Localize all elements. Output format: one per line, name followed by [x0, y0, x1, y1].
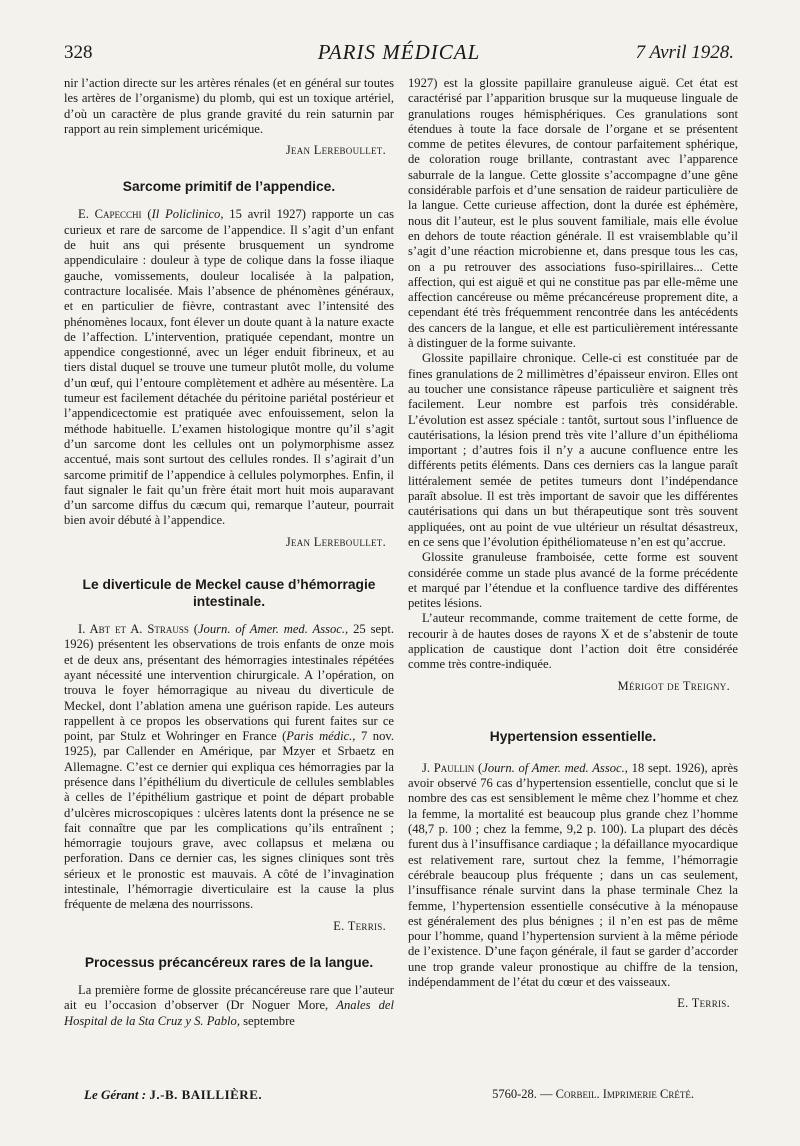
sarcome-author: E. Capecchi: [78, 207, 142, 222]
meckel-text: 25 sept. 1926) présentent les observations de trois enfants de onze mois et de deux ans, présentant des hémorragies intestinales répétées ayant nécessité une intervention chirurgicale. A l’opération, on trouva le foyer hémorragique au niveau du diverticule de Meckel, dont l’ablation amena une guérison rapide. Les auteurs rappellent à ce propos les observations qui furent faites sur ce point, par Stulz et Wohringer en France (: [64, 622, 395, 744]
sarcome-paragraph: E. Capecchi (Il Policlinico, 15 avril 1927) rapporte un cas curieux et rare de sarcome de l’appendice. Il s’agit d’un enfant de huit ans qui présente brusquement un syndrome appendiculaire : douleur à type de colique dans la fosse iliaque gauche, vomissements, douleur localisée à la palpation, contracture localisée. Mais l’absence de phénomènes généraux, et en particulier de fièvre, contrastant avec l’intensité des phénomènes locaux, font élever un doute quant à la nature exacte de l’affection. L’intervention, pratiquée cependant, montre un appendice congestionné, avec un léger enduit fibrineux, et au tiers distal duquel se trouve une tumeur plutôt molle, du volume d’un œuf, qui l’entoure complètement et adhère au mésentère. La tumeur est facilement détachée du péritoine pariétal postérieur et l’appendicectomie est pratiquée avec enfouissement, selon la méthode habituelle. L’examen histologique montre qu’il s’agit d’un sarcome dont les cellules ont un polymorphisme assez accentué, mais sont surtout des cellules rondes. Il s’agirait d’un sarcome primitif de l’appendice à cellules polymorphes. Enfin, il faut signaler le fait qu’un frère était mort huit mois auparavant d’un sarcome diffus du cæcum qui, remarque l’auteur, pourrait bien avoir débuté à l’appendice.: [64, 207, 395, 528]
precancereux-text: La première forme de glossite précancéreuse rare que l’auteur ait eu l’occasion d’observer (Dr Noguer More,: [64, 982, 394, 1013]
section-title-hypertension: Hypertension essentielle.: [489, 728, 657, 744]
precancereux-signature: Mérigot de Treigny.: [617, 678, 730, 693]
glossite-aigue-paragraph: 1927) est la glossite papillaire granuleuse aiguë. Cet état est caractérisé par l’apparition brusque sur la muqueuse linguale de granulations rouges hémisphériques. Ces granulations sont étendues à toute la face dorsale de l’organe et se présentent comme de petites élevures, de contour parfaitement sphérique, de coloration rouge brillante, contrastant avec l’apparence saburrale de la langue. Cette glossite s’accompagne d’une gêne considérable parfois et d’une sensation de raideur particulière de la langue. Cette curieuse affection, dont la durée est éphémère, nous dit l’auteur, est le plus souvent familiale, mais elle évolue en dehors de toute réaction générale. Il est vraisemblable qu’il s’agit d’une réaction microbienne et, dans presque tous les cas, on a pu retrouver des associations fuso-spirillaires... Cette affection, qui est aiguë et qui ne constitue pas par elle-même une affection cancéreuse ou même précancéreuse proprement dite, a cependant été très fréquemment rencontrée dans les antécédents des cancers de la langue, et elle est particulièrement intéressante à distinguer de la forme suivante.: [408, 76, 738, 351]
meckel-signature: E. Terris.: [333, 918, 386, 933]
hypertension-signature: E. Terris.: [677, 996, 730, 1011]
meckel-authors: I. Abt et A. Strauss: [78, 622, 189, 637]
glossite-framboisee-paragraph: Glossite granuleuse framboisée, cette forme est souvent considérée comme un stade plus avancé de la forme précédente et marqué par l’étendue et la confluence tardive des différentes petites lésions.: [408, 550, 738, 611]
traitement-paragraph: L’auteur recommande, comme traitement de cette forme, de recourir à de hautes doses de rayons X et de s’abstenir de toute application de caustique dont l’action doit être considérée comme très contre-indiquée.: [408, 611, 738, 672]
printer-line: 5760-28. — Corbeil. Imprimerie Crété.: [492, 1087, 694, 1101]
intro-signature: Jean Lereboullet.: [285, 143, 386, 158]
meckel-paragraph: I. Abt et A. Strauss (Journ. of Amer. med. Assoc., 25 sept. 1926) présentent les observations de trois enfants de onze mois et de deux ans, présentant des hémorragies intestinales répétées ayant nécessité une intervention chirurgicale. A l’opération, on trouva le foyer hémorragique au niveau du diverticule de Meckel, dont l’ablation amena une guérison rapide. Les auteurs rappellent à ce propos les observations qui furent faites sur ce point, par Stulz et Wohringer en France (Paris médic., 7 nov. 1925), par Callender en Amérique, par Mzyer et Srbaetz en Allemagne. C’est ce dernier qui expliqua ces hémorragies par la présence dans l’épithélium du diverticule de cellules semblables à celles de l’épithélium gastrique et point de départ probable d’ulcères microscopiques : ulcères latents dont la présence ne se fait connaître que par les complications qu’ils entraînent ; hémorragie toujours grave, avec collapsus et melæna ou perforation. Dans ce dernier cas, les signes cliniques sont très sérieux et le pronostic est mauvais. A côté de l’invagination intestinale, l’hémorragie diverticulaire est la cause la plus fréquente de melæna des nourrissons.: [64, 622, 395, 912]
sarcome-signature: Jean Lereboullet.: [285, 534, 386, 549]
intro-paragraph: nir l’action directe sur les artères rénales (et en général sur toutes les artères de l’organisme) du plomb, qui est un toxique artériel, d’où un caractère de plus grande gravité du rein saturnin par rapport au rein simplement uricémique.: [64, 76, 394, 136]
meckel-journal: Journ. of Amer. med. Assoc.,: [197, 622, 349, 637]
precancereux-text-end: septembre: [239, 1013, 295, 1028]
hypertension-paragraph: J. Paullin (Journ. of Amer. med. Assoc., 18 sept. 1926), après avoir observé 76 cas d’hypertension essentielle, conclut que si le nombre des cas est sensiblement le même chez l’homme et chez la femme, la mortalité est beaucoup plus grande chez l’homme (48,7 p. 100 ; chez la femme, 9,2 p. 100). La plupart des décès furent dus à l’insuffisance cardiaque ; la défaillance myocardique est relativement rare, surtout chez la femme, l’hémorragie cérébrale beaucoup plus fréquente ; dans un cas seulement, l’insuffisance rénale survint dans la phase terminale Chez la femme, l’hypertension essentielle consécutive à la ménopause est généralement des plus bénignes ; il n’en est pas de même pour l’homme, quand l’hypertension survient à la même période de l’existence. D’une façon générale, il faut se garder d’accorder une trop grande valeur pronostique au chiffre de la tension, indépendamment de l’état du cœur et des vaisseaux.: [408, 760, 738, 990]
hypertension-author: J. Paullin: [422, 760, 475, 775]
gerant-label: Le Gérant :: [84, 1087, 147, 1102]
page-footer: [64, 1087, 734, 1107]
section-title-sarcome: Sarcome primitif de l’appendice.: [122, 179, 336, 195]
precancereux-journal: Anales del Hospital de la Sta Cruz y S. Pablo,: [64, 998, 394, 1028]
left-column: [64, 76, 394, 1029]
right-column: [408, 76, 738, 1012]
precancereux-paragraph: [64, 983, 394, 1029]
page-header: [64, 40, 734, 70]
gerant-name: J.-B. BAILLIÈRE.: [149, 1087, 263, 1102]
section-title-precancereux: Processus précancéreux rares de la langue.: [84, 954, 374, 970]
meckel-journal-2: Paris médic.,: [286, 729, 356, 744]
page-number: 328: [64, 42, 93, 63]
hypertension-text: 18 sept. 1926), après avoir observé 76 cas d’hypertension essentielle, conclut que si le nombre des cas est sensiblement le même chez l’homme et chez la femme, la mortalité est beaucoup plus grande chez l’homme (48,7 p. 100 ; chez la femme, 9,2 p. 100). La plupart des décès furent dus à l’insuffisance cardiaque ; la défaillance myocardique est relativement rare, surtout chez la femme, l’hémorragie cérébrale beaucoup plus fréquente ; dans un cas seulement, l’insuffisance rénale survint dans la phase terminale Chez la femme, l’hypertension essentielle consécutive à la ménopause est généralement des plus bénignes ; il n’en est pas de même pour l’homme, quand l’hypertension survient à la même période de l’existence. D’une façon générale, il faut se garder d’accorder une trop grande valeur pronostique au chiffre de la tension, indépendamment de l’état du cœur et des vaisseaux.: [408, 760, 738, 990]
gerant-line: [84, 1087, 262, 1103]
section-title-meckel: Le diverticule de Meckel cause d’hémorragie intestinale.: [82, 577, 376, 610]
hypertension-journal: Journ. of Amer. med. Assoc.,: [482, 760, 628, 775]
glossite-chronique-paragraph: Glossite papillaire chronique. Celle-ci est constituée par de fines granulations de 2 millimètres d’épaisseur environ. Elles ont au toucher une consistance râpeuse particulière et saignent très facilement. Leur nombre est parfois très considérable. L’évolution est assez spéciale : tantôt, surtout sous l’influence de cautérisations, la lésion prend très vite l’allure d’un épithélioma important ; d’autres fois il n’y a aucune confluence entre les différents petits éléments. Dans ces derniers cas la langue paraît littéralement semée de petites tumeurs dont l’indépendance paraît absolue. Il est très important de savoir que les différentes cautérisations qui dans un but thérapeutique sont très souvent appliquées, ont au point de vue ultérieur un résultat désastreux, en ce sens que l’évolution épithéliomateuse n’en est qu’accrue.: [408, 351, 738, 549]
issue-date: 7 Avril 1928.: [635, 42, 734, 63]
meckel-text-2: 7 nov. 1925), par Callender en Amérique, par Mzyer et Srbaetz en Allemagne. C’est ce dernier qui expliqua ces hémorragies par la présence dans l’épithélium du diverticule de cellules semblables à celles de l’épithélium gastrique et point de départ probable d’ulcères microscopiques : ulcères latents dont la présence ne se fait connaître que par les complications qu’ils entraînent ; hémorragie toujours grave, avec collapsus et melæna ou perforation. Dans ce dernier cas, les signes cliniques sont très sérieux et le pronostic est mauvais. A côté de l’invagination intestinale, l’hémorragie diverticulaire est la cause la plus fréquente de melæna des nourrissons.: [64, 729, 394, 912]
sarcome-journal: Il Policlinico,: [151, 207, 224, 222]
sarcome-text: 15 avril 1927) rapporte un cas curieux et rare de sarcome de l’appendice. Il s’agit d’un enfant de huit ans qui présente brusquement un syndrome appendiculaire : douleur à type de colique dans la fosse iliaque gauche, vomissements, douleur localisée à la palpation, contracture localisée. Mais l’absence de phénomènes généraux, et en particulier de fièvre, contrastant avec l’intensité des phénomènes locaux, font élever un doute quant à la nature exacte de l’affection. L’intervention, pratiquée cependant, montre un appendice congestionné, avec un léger enduit fibrineux, et au tiers distal duquel se trouve une tumeur plutôt molle, du volume d’un œuf, qui l’entoure complètement et adhère au mésentère. La tumeur est facilement détachée du péritoine pariétal postérieur et l’appendicectomie est pratiquée avec enfouissement, selon la méthode habituelle. L’examen histologique montre qu’il s’agit d’un sarcome dont les cellules ont un polymorphisme assez accentué, mais sont surtout des cellules rondes. Il s’agirait d’un sarcome primitif de l’appendice à cellules polymorphes. Enfin, il faut signaler le fait qu’un frère était mort huit mois auparavant d’un sarcome diffus du cæcum qui, remarque l’auteur, pourrait bien avoir débuté à l’appendice.: [64, 207, 395, 528]
journal-title: PARIS MÉDICAL: [317, 40, 481, 64]
